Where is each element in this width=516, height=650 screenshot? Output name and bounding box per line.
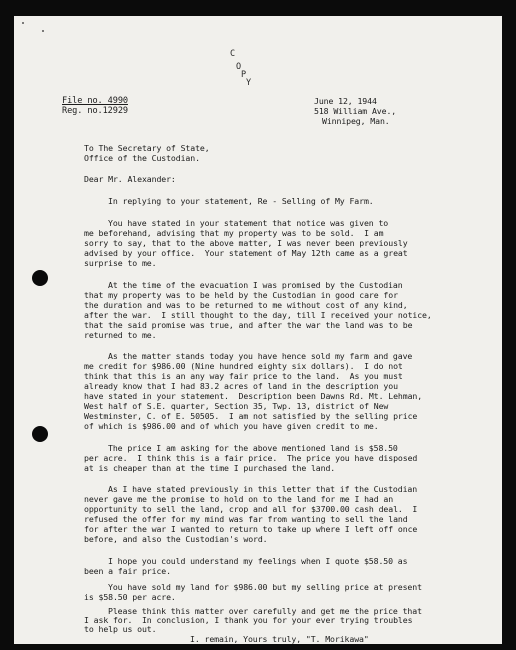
closing-signature: I. remain, Yours truly, "T. Morikawa" (190, 634, 369, 644)
registration-number: Reg. no.12929 (62, 106, 128, 116)
paragraph-line: opportunity to sell the land, crop and all for $3700.00 cash deal. I (84, 504, 418, 514)
paragraph-line: surprise to me. (84, 258, 157, 268)
file-number: File no. 4990 (62, 96, 128, 106)
binder-hole (32, 426, 48, 442)
paragraph-line: returned to me. (84, 330, 157, 340)
recipient-line: To The Secretary of State, (84, 143, 210, 153)
paragraph-line: refused the offer for my mind was far from wanting to sell the land (84, 514, 408, 524)
paragraph-line: for after the war I wanted to return to take up where I left off once (84, 524, 418, 534)
paragraph-line: think that this is an any way fair price to the land. As you must (84, 371, 403, 381)
paragraph-line: You have stated in your statement that notice was given to (108, 218, 389, 228)
paragraph-line: that the said promise was true, and after the war the land was to be (84, 320, 413, 330)
speck (42, 30, 44, 32)
paragraph-line: I ask for. In conclusion, I thank you for your ever trying troubles (84, 615, 413, 625)
copy-mark-letter: O (236, 62, 242, 72)
paragraph-line: the duration and was to be returned to me without cost of any kind, (84, 300, 408, 310)
sender-address-line: 518 William Ave., (314, 106, 397, 116)
paragraph-line: Westminster, C. of E. 50505. I am not satisfied by the selling price (84, 411, 418, 421)
paragraph-line: me beforehand, advising that my property was to be sold. I am (84, 228, 384, 238)
paragraph-line: As I have stated previously in this letter that if the Custodian (108, 484, 418, 494)
subject-line: In replying to your statement, Re - Selling of My Farm. (108, 196, 374, 206)
paragraph-line: is $58.50 per acre. (84, 592, 176, 602)
letter-date: June 12, 1944 (314, 96, 377, 106)
copy-mark-letter: C (230, 49, 236, 59)
binder-hole (32, 270, 48, 286)
paragraph-line: per acre. I think this is a fair price. The price you have disposed (84, 453, 418, 463)
paragraph-line: before, and also the Custodian's word. (84, 534, 268, 544)
paragraph-line: to help us out. (84, 624, 157, 634)
paragraph-line: that my property was to be held by the Custodian in good care for (84, 290, 398, 300)
paragraph-line: been a fair price. (84, 566, 171, 576)
paragraph-line: of which is $986.00 and of which you have given credit to me. (84, 421, 379, 431)
paragraph-line: The price I am asking for the above mentioned land is $58.50 (108, 443, 398, 453)
paragraph-line: at is cheaper than at the time I purchased the land. (84, 463, 336, 473)
paragraph-line: As the matter stands today you have hence sold my farm and gave (108, 351, 413, 361)
recipient-line: Office of the Custodian. (84, 153, 200, 163)
paragraph-line: after the war. I still thought to the day, till I received your notice, (84, 310, 432, 320)
paragraph-line: At the time of the evacuation I was promised by the Custodian (108, 280, 403, 290)
copy-mark-letter: Y (246, 78, 252, 88)
sender-address-line: Winnipeg, Man. (322, 116, 390, 126)
paragraph-line: I hope you could understand my feelings when I quote $58.50 as (108, 556, 408, 566)
paragraph-line: West half of S.E. quarter, Section 35, Twp. 13, district of New (84, 401, 389, 411)
paragraph-line: sorry to say, that to the above matter, I was never been previously (84, 238, 408, 248)
paragraph-line: me credit for $986.00 (Nine hundred eighty six dollars). I do not (84, 361, 403, 371)
speck (22, 22, 24, 24)
paragraph-line: have stated in your statement. Description been Dawns Rd. Mt. Lehman, (84, 391, 423, 401)
paragraph-line: already know that I had 83.2 acres of land in the description you (84, 381, 398, 391)
paragraph-line: Please think this matter over carefully and get me the price that (108, 606, 422, 616)
paragraph-line: never gave me the promise to hold on to the land for me I had an (84, 494, 394, 504)
copy-mark-letter: P (241, 70, 247, 80)
salutation: Dear Mr. Alexander: (84, 174, 176, 184)
paragraph-line: You have sold my land for $986.00 but my selling price at present (108, 582, 422, 592)
paragraph-line: advised by your office. Your statement of May 12th came as a great (84, 248, 408, 258)
document-page (14, 16, 502, 644)
